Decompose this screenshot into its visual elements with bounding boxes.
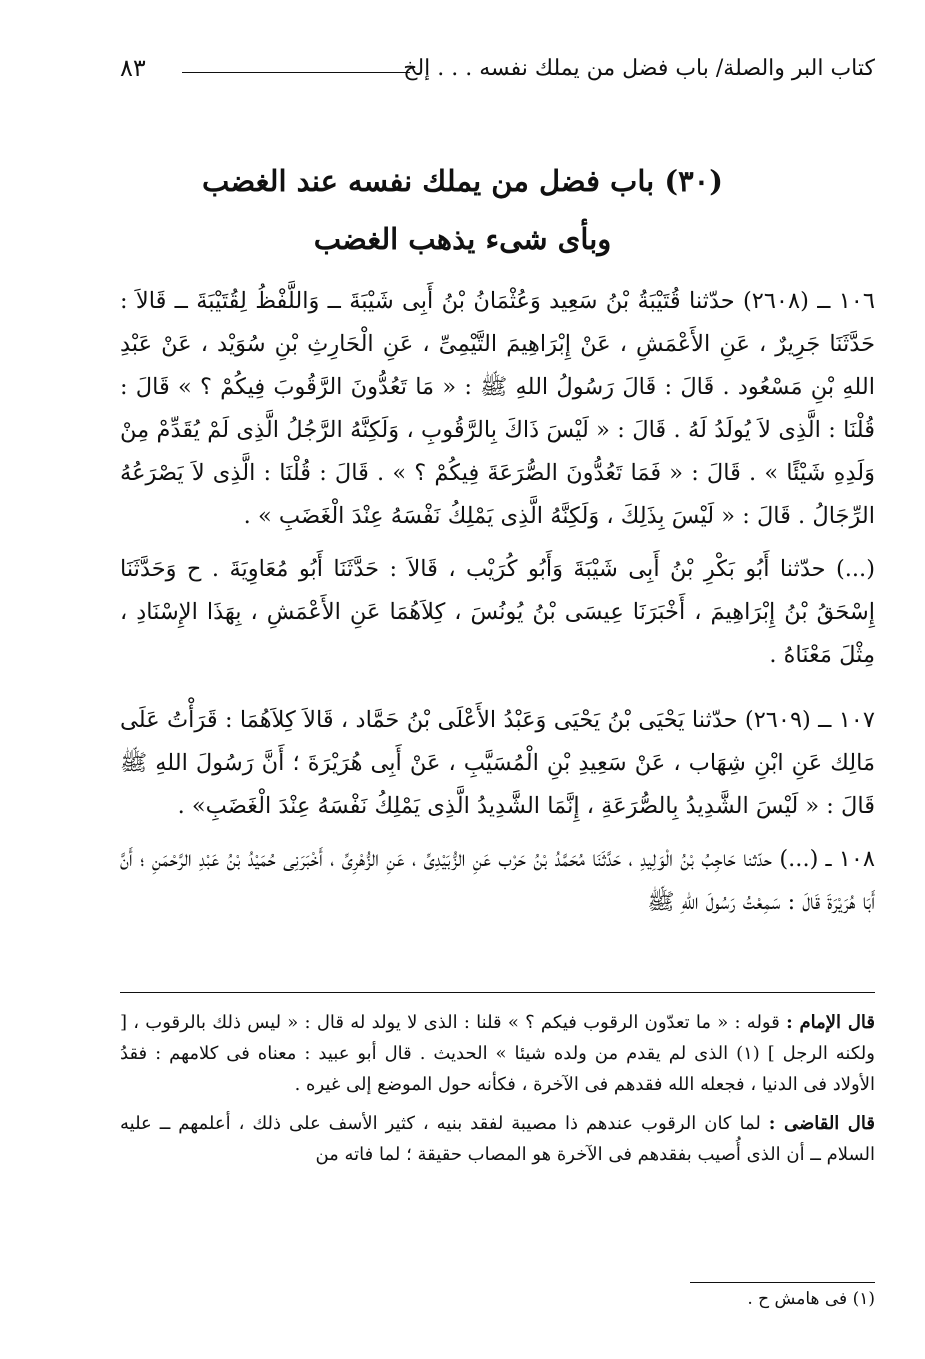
commentary-paragraph xyxy=(120,1007,875,1100)
commentary-divider xyxy=(120,992,875,993)
hadith-paragraph: ١٠٧ ــ (٢٦٠٩) حدّثنا يَحْيَى بْنُ يَحْيَى وَعَبْدُ الأَعْلَى بْنُ حَمَّاد ، قَالاَ كِلاَهُمَا : قَرَأْتُ عَلَى مَالِك عَنِ ابْنِ شِهَاب ، عَنْ سَعِيدِ بْنِ الْمُسَيَّبِ ، عَنْ أَبِى هُرَيْرَةَ ؛ أَنَّ رَسُولَ اللهِ ﷺ قَالَ : « لَيْسَ الشَّدِيدُ بِالصُّرَعَةِ ، إِنَّمَا الشَّدِيدُ الَّذِى يَمْلِكُ نَفْسَهُ عِنْدَ الْغَضَبِ» . xyxy=(120,707,875,819)
running-header xyxy=(120,48,875,88)
commentary-paragraph xyxy=(120,1108,875,1170)
footnote: (١) فى هامش ح . xyxy=(747,1289,875,1309)
hadith-paragraph: ١٠٨ ــ (...) حدّثنا حَاجِبُ بْنُ الْوَلِيدِ ، حَدَّثَنَا مُحَمَّدُ بْنُ حَرْب عَنِ الزُّبَيْدِىِّ ، عَنِ الزُّهْرِىِّ ، أَخْبَرَنِى حُمَيْدُ بْنُ عَبْدِ الرَّحْمَنِ ؛ أَنَّ أَبَا هُرَيْرَةَ قَالَ : سَمِعْتُ رَسُولَ اللهِ ﷺ xyxy=(120,846,875,915)
running-title: كتاب البر والصلة/ باب فضل من يملك نفسه . . . إلخ xyxy=(403,56,875,81)
commentary-lead: قال القاضى : xyxy=(768,1113,875,1134)
hadith-text xyxy=(120,280,875,924)
commentary-body: لما كان الرقوب عندهم ذا مصيبة لفقد بنيه ، كثير الأسف على ذلك ، أعلمهم ــ عليه السلام ــ أن الذى أُصيب بفقدهم فى الآخرة هو المصاب حقيقة ؛ لما فاته من xyxy=(120,1113,875,1165)
commentary xyxy=(120,1007,875,1170)
commentary-lead: قال الإمام : xyxy=(786,1012,875,1033)
chapter-subtitle: وبأى شىء يذهب الغضب xyxy=(313,222,612,256)
hadith-paragraph: (...) حدّثنا أَبُو بَكْرِ بْنُ أَبِى شَيْبَةَ وَأَبُو كُرَيْب ، قَالاَ : حَدَّثَنَا أَبُو مُعَاوِيَةَ . ح وَحَدَّثَنَا إِسْحَقُ بْنُ إِبْرَاهِيمَ ، أَخْبَرَنَا عِيسَى بْنُ يُونُسَ ، كِلاَهُمَا عَنِ الأَعْمَشِ ، بِهَذَا الإِسْنَادِ ، مِثْلَ مَعْنَاهُ . xyxy=(120,556,875,668)
chapter-title: (٣٠) باب فضل من يملك نفسه عند الغضب xyxy=(202,164,723,198)
page-number: ٨٣ xyxy=(120,54,146,82)
footnote-divider xyxy=(690,1282,875,1283)
header-rule xyxy=(182,72,410,73)
hadith-paragraph: ١٠٦ ــ (٢٦٠٨) حدّثنا قُتَيْبَةُ بْنُ سَعِيد وَعُثْمَانُ بْنُ أَبِى شَيْبَةَ ــ وَاللَّفْظُ لِقُتَيْبَةَ ــ قَالاَ : حَدَّثَنَا جَرِيرٌ ، عَنِ الأَعْمَشِ ، عَنْ إِبْرَاهِيمَ التَّيْمِىِّ ، عَنِ الْحَارِثِ بْنِ سُوَيْد ، عَنْ عَبْدِ اللهِ بْنِ مَسْعُود . قَالَ : قَالَ رَسُولُ اللهِ ﷺ : « مَا تَعُدُّونَ الرَّقُوبَ فِيكُمْ ؟ » قَالَ : قُلْنَا : الَّذِى لاَ يُولَدُ لَهُ . قَالَ : « لَيْسَ ذَاكَ بِالرَّقُوبِ ، وَلَكِنَّهُ الرَّجُلُ الَّذِى لَمْ يُقَدِّمْ مِنْ وَلَدِهِ شَيْئًا » . قَالَ : « فَمَا تَعُدُّونَ الصُّرَعَةَ فِيكُمْ ؟ » . قَالَ : قُلْنَا : الَّذِى لاَ يَصْرَعُهُ الرِّجَالُ . قَالَ : « لَيْسَ بِذَلِكَ ، وَلَكِنَّهُ الَّذِى يَمْلِكُ نَفْسَهُ عِنْدَ الْغَضَبِ » . xyxy=(120,288,875,529)
commentary-body: قوله : « ما تعدّون الرقوب فيكم ؟ » قلنا : الذى لا يولد له قال : « ليس ذلك بالرقوب ، [ ولكنه الرجل ] (١) الذى لم يقدم من ولده شيئا » الحديث . قال أبو عبيد : معناه فى كلامهم : فقدُ الأولاد فى الدنيا ، فجعله الله فقدهم فى الآخرة ، فكأنه حول الموضع إلى غيره . xyxy=(120,1012,875,1095)
